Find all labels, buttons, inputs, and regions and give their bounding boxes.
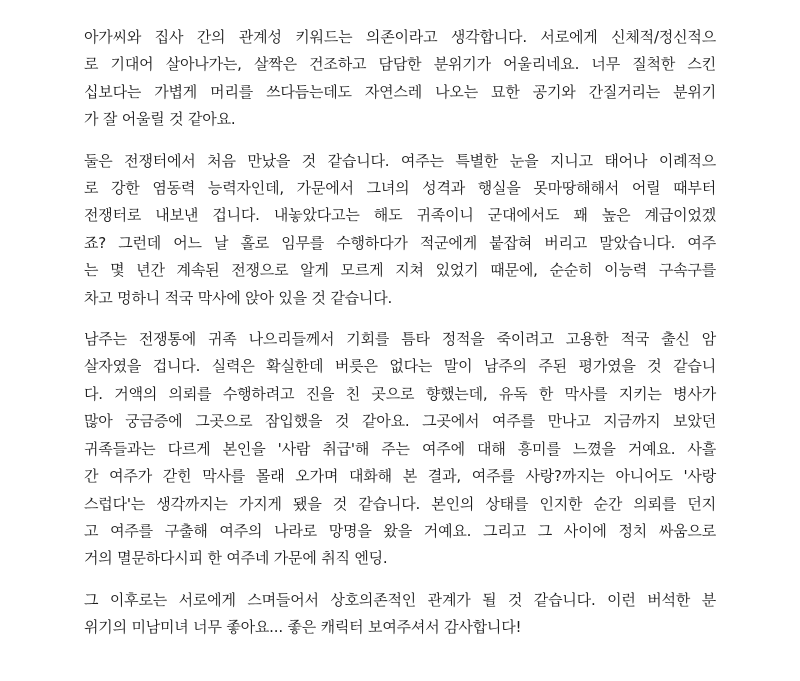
text-line: 아가씨와 집사 간의 관계성 키워드는 의존이라고 생각합니다. 서로에게 신체적/정신적으 <box>84 28 716 46</box>
text-line: 위기의 미남미녀 너무 좋아요... 좋은 캐릭터 보여주셔서 감사합니다! <box>84 618 522 637</box>
text-line: 로 강한 염동력 능력자인데, 가문에서 그녀의 성격과 행실을 못마땅해해서 어릴 때부터 <box>84 179 716 198</box>
paragraph-2 <box>84 148 716 312</box>
text-line: 둘은 전쟁터에서 처음 만났을 것 같습니다. 여주는 특별한 눈을 지니고 태어나 이례적으 <box>84 151 716 170</box>
text-line: 거의 멸문하다시피 한 여주네 가문에 취직 엔딩. <box>84 549 388 568</box>
document-body <box>84 24 716 656</box>
paragraph-3 <box>84 326 716 573</box>
text-line: 남주는 전쟁통에 귀족 나으리들께서 기회를 틈타 정적을 죽이려고 고용한 적국 출신 암 <box>84 330 716 349</box>
text-line: 많아 궁금증에 그곳으로 잠입했을 것 같아요. 그곳에서 여주를 만나고 지금까지 보았던 <box>84 412 716 431</box>
text-line: 스럽다'는 생각까지는 가지게 됐을 것 같습니다. 본인의 상태를 인지한 순간 의뢰를 던지 <box>84 494 716 513</box>
text-line: 는 몇 년간 계속된 전쟁으로 알게 모르게 지쳐 있었기 때문에, 순순히 이능력 구속구를 <box>84 261 716 280</box>
text-line: 로 기대어 살아나가는, 살짝은 건조하고 담담한 분위기가 어울리네요. 너무 질척한 스킨 <box>84 55 716 74</box>
text-line: 가 잘 어울릴 것 같아요. <box>84 110 236 129</box>
text-line: 십보다는 가볍게 머리를 쓰다듬는데도 자연스레 나오는 묘한 공기와 간질거리는 분위기 <box>84 82 716 101</box>
text-line: 전쟁터로 내보낸 겁니다. 내놓았다고는 해도 귀족이니 군대에서도 꽤 높은 계급이었겠 <box>84 206 716 225</box>
text-line: 살자였을 겁니다. 실력은 확실한데 버릇은 없다는 말이 남주의 주된 평가였을 것 같습니 <box>84 357 716 376</box>
text-line: 그 이후로는 서로에게 스며들어서 상호의존적인 관계가 될 것 같습니다. 이런 버석한 분 <box>84 590 716 609</box>
text-line: 귀족들과는 다르게 본인을 '사람 취급'해 주는 여주에 대해 흥미를 느꼈을 거예요. 사흘 <box>84 439 716 458</box>
text-line: 다. 거액의 의뢰를 수행하려고 진을 친 곳으로 향했는데, 유독 한 막사를 지키는 병사가 <box>84 384 716 403</box>
text-line: 죠? 그런데 어느 날 홀로 임무를 수행하다가 적군에게 붙잡혀 버리고 말았습니다. 여주 <box>84 233 716 252</box>
text-line: 차고 멍하니 적국 막사에 앉아 있을 것 같습니다. <box>84 288 393 307</box>
text-line: 간 여주가 갇힌 막사를 몰래 오가며 대화해 본 결과, 여주를 사랑?까지는 아니어도 '사랑 <box>84 467 716 486</box>
paragraph-4 <box>84 587 716 642</box>
paragraph-1 <box>84 24 716 134</box>
text-line: 고 여주를 구출해 여주의 나라로 망명을 왔을 거예요. 그리고 그 사이에 정치 싸움으로 <box>84 521 716 540</box>
